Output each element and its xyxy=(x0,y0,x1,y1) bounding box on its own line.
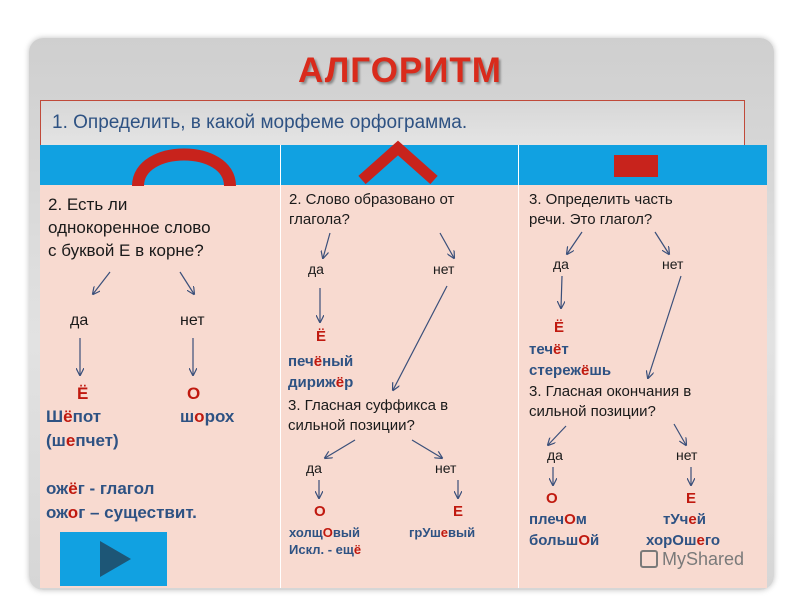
highlight-letter: ё xyxy=(353,542,362,557)
col2-yes: да xyxy=(308,261,324,277)
arrow xyxy=(548,426,566,445)
highlight-letter: ё xyxy=(63,407,73,426)
col2-no-2: нет xyxy=(435,460,457,476)
step-1-text: 1. Определить, в какой морфеме орфограмма. xyxy=(52,112,468,133)
col3-yes: да xyxy=(553,256,569,272)
text-part: го xyxy=(704,532,721,549)
text-part: ный xyxy=(322,353,354,370)
arrow xyxy=(412,440,442,458)
arrow xyxy=(325,440,355,458)
highlight-letter: е xyxy=(440,525,449,540)
text-part: печ xyxy=(288,353,314,370)
text-part: пот xyxy=(72,407,102,426)
text-part: (ш xyxy=(46,431,66,450)
highlight-letter: ё xyxy=(313,353,323,370)
text-part: г – существит. xyxy=(78,503,197,522)
text-part: вый xyxy=(448,525,476,540)
col3-question-line: 3. Определить часть xyxy=(529,191,673,208)
col3-question-line: речи. Это глагол? xyxy=(529,211,653,228)
col3-question2-line: 3. Гласная окончания в xyxy=(529,383,692,400)
highlight-letter: ё xyxy=(335,374,345,391)
col1-question-line: однокоренное слово xyxy=(48,218,211,237)
text-part: ож xyxy=(46,503,68,522)
col3-no: нет xyxy=(662,256,684,272)
highlight-letter: ё xyxy=(580,362,590,379)
text-part: теч xyxy=(529,341,554,358)
col1-no-letter: О xyxy=(187,384,201,403)
watermark-text: MyShared xyxy=(662,549,745,569)
highlight-letter: О xyxy=(322,525,333,540)
col2-no2-letter: Е xyxy=(453,503,464,520)
highlight-letter: е xyxy=(696,532,705,549)
col3-question2-line: сильной позиции? xyxy=(529,403,656,420)
text-part: дириж xyxy=(288,374,336,391)
arrow xyxy=(440,233,454,258)
text-part: грУш xyxy=(409,525,441,540)
col3-no2-letter: Е xyxy=(686,490,697,507)
arrow xyxy=(323,233,330,258)
highlight-letter: е xyxy=(65,431,76,450)
col2-yes-letter: Ё xyxy=(316,328,327,345)
slide-title: АЛГОРИТМ xyxy=(298,51,502,90)
highlight-letter: О xyxy=(578,532,590,549)
arrow xyxy=(561,276,562,308)
text-part: холщ xyxy=(289,525,323,540)
highlight-letter: о xyxy=(67,503,79,522)
text-part: больш xyxy=(529,532,579,549)
text-part: ш xyxy=(180,407,195,426)
col1-no: нет xyxy=(180,312,205,329)
text-part: р xyxy=(344,374,354,391)
text-part: шь xyxy=(589,362,612,379)
text-part: й xyxy=(589,532,600,549)
col1-yes-letter: Ё xyxy=(77,384,89,403)
text-part: Ш xyxy=(46,407,64,426)
text-part: пчет) xyxy=(75,431,119,450)
arrow xyxy=(180,272,194,294)
col1-yes: да xyxy=(70,312,89,329)
text-part: плеч xyxy=(529,511,565,528)
col3-yes-2: да xyxy=(547,447,563,463)
arrow xyxy=(93,272,110,294)
col2-no: нет xyxy=(433,261,455,277)
arrow xyxy=(567,232,582,254)
col2-question2-line: 3. Гласная суффикса в xyxy=(288,397,449,414)
text-part: тУч xyxy=(663,511,689,528)
arrow xyxy=(393,286,447,390)
col1-question-line: с буквой Е в корне? xyxy=(48,241,204,260)
col3-yes2-letter: О xyxy=(546,490,558,507)
text-part: хорОш xyxy=(646,532,697,549)
highlight-letter: ё xyxy=(553,341,562,358)
col2-question2-line: сильной позиции? xyxy=(288,417,415,434)
highlight-letter: О xyxy=(564,511,576,528)
highlight-letter: е xyxy=(688,511,697,528)
col1-question-line: 2. Есть ли xyxy=(48,195,128,214)
arrow xyxy=(655,232,669,254)
text-part: м xyxy=(575,511,587,528)
text-part: Искл. - ещ xyxy=(289,542,354,557)
col2-yes-2: да xyxy=(306,460,322,476)
col3-no-2: нет xyxy=(676,447,698,463)
highlight-letter: о xyxy=(194,407,205,426)
col2-question-line: глагола? xyxy=(289,211,350,228)
text-part: рох xyxy=(204,407,235,426)
text-part: й xyxy=(696,511,706,528)
arrow xyxy=(648,276,681,378)
arrow xyxy=(674,424,686,445)
col2-question-line: 2. Слово образовано от xyxy=(289,191,455,208)
watermark xyxy=(640,549,744,570)
highlight-letter: ё xyxy=(68,479,78,498)
col2-yes2-letter: О xyxy=(314,503,326,520)
col3-yes-letter: Ё xyxy=(554,319,565,336)
next-slide-button[interactable] xyxy=(60,532,167,586)
text-part: г - глагол xyxy=(77,479,155,498)
text-part: стереж xyxy=(529,362,581,379)
text-part: ож xyxy=(46,479,69,498)
myshared-logo-icon xyxy=(640,550,658,568)
play-triangle-icon xyxy=(60,532,167,586)
text-part: вый xyxy=(332,525,360,540)
text-part: т xyxy=(561,341,569,358)
